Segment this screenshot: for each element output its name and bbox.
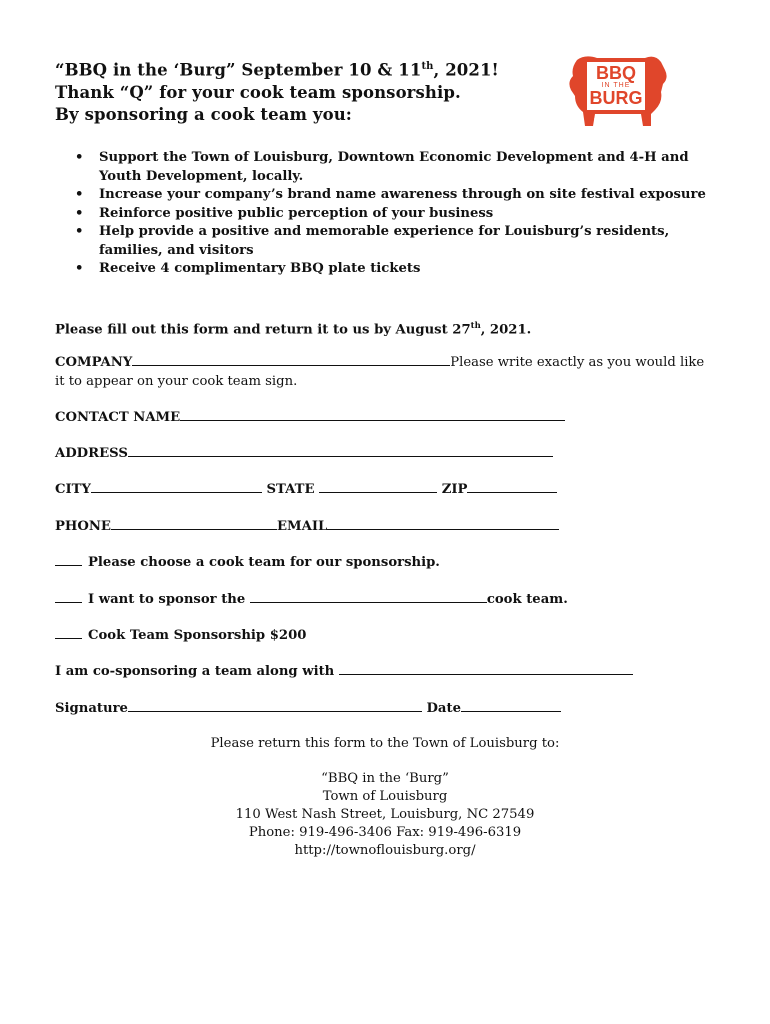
zip-label: ZIP bbox=[441, 482, 468, 497]
form-intro-sup: th bbox=[470, 321, 481, 331]
price-label: Cook Team Sponsorship $200 bbox=[88, 628, 307, 643]
address-row bbox=[55, 443, 553, 464]
city-state-zip-row bbox=[55, 479, 557, 500]
choose-option-row bbox=[55, 552, 440, 573]
sponsor-label-end: cook team. bbox=[486, 592, 568, 607]
list-item bbox=[75, 260, 715, 279]
zip-field[interactable] bbox=[467, 479, 557, 493]
address-phone-fax: Phone: 919-496-3406 Fax: 919-496-6319 bbox=[248, 825, 522, 840]
benefits-list bbox=[75, 149, 715, 279]
address-url: http://townoflouisburg.org/ bbox=[294, 843, 476, 858]
form-intro bbox=[55, 317, 531, 340]
contact-name-field[interactable] bbox=[180, 407, 565, 421]
bullet-icon: • bbox=[75, 187, 84, 202]
header-title-text: “BBQ in the ‘Burg” September 10 & 11 bbox=[55, 60, 422, 80]
header-title bbox=[55, 56, 555, 82]
signature-field[interactable] bbox=[128, 698, 422, 712]
header-thanks: Thank “Q” for your cook team sponsorship. bbox=[55, 82, 461, 102]
price-row bbox=[55, 625, 306, 646]
company-field[interactable] bbox=[132, 352, 450, 366]
choose-option-blank[interactable] bbox=[55, 552, 82, 566]
price-option-blank[interactable] bbox=[55, 625, 82, 639]
logo-place-text: LOUISBURG, NC bbox=[594, 118, 638, 124]
sponsor-row bbox=[55, 589, 568, 610]
list-item bbox=[75, 149, 715, 186]
email-label: EMAIL bbox=[276, 519, 328, 534]
return-instructions: Please return this form to the Town of Louisburg to: bbox=[210, 736, 560, 751]
state-field[interactable] bbox=[319, 479, 437, 493]
header-title-end: , 2021! bbox=[433, 60, 499, 80]
list-item-text: Support the Town of Louisburg, Downtown Economic Development and 4-H and Youth Development, locally. bbox=[99, 150, 689, 184]
choose-option-label: Please choose a cook team for our sponsorship. bbox=[88, 555, 440, 570]
list-item-text: Help provide a positive and memorable experience for Louisburg’s residents, families, and visitors bbox=[99, 224, 670, 258]
list-item bbox=[75, 223, 715, 260]
form-intro-text: Please fill out this form and return it to us by August 27 bbox=[55, 322, 471, 338]
company-row bbox=[55, 352, 705, 391]
date-label: Date bbox=[426, 701, 461, 716]
logo-top-text: BBQ bbox=[596, 63, 636, 83]
list-item-text: Increase your company’s brand name awareness through on site festival exposure bbox=[99, 187, 706, 202]
company-note: Please write exactly as you would like it to appear on your cook team sign. bbox=[55, 355, 705, 389]
bullet-icon: • bbox=[75, 150, 84, 165]
address-org: Town of Louisburg bbox=[322, 789, 448, 804]
address-field[interactable] bbox=[128, 443, 553, 457]
logo-middle-text: IN THE bbox=[601, 82, 631, 89]
sponsor-option-blank[interactable] bbox=[55, 589, 82, 603]
sponsor-team-field[interactable] bbox=[250, 589, 487, 603]
address-event: “BBQ in the ‘Burg” bbox=[321, 771, 449, 786]
date-field[interactable] bbox=[461, 698, 561, 712]
bullet-icon: • bbox=[75, 205, 84, 221]
header bbox=[55, 56, 555, 126]
contact-row bbox=[55, 407, 565, 428]
address-street: 110 West Nash Street, Louisburg, NC 27549 bbox=[235, 807, 535, 822]
list-item bbox=[75, 205, 715, 224]
signature-row bbox=[55, 698, 561, 719]
email-field[interactable] bbox=[327, 516, 559, 530]
bullet-icon: • bbox=[75, 224, 84, 239]
cosponsor-field[interactable] bbox=[339, 661, 633, 675]
state-label: STATE bbox=[266, 482, 315, 497]
city-field[interactable] bbox=[91, 479, 262, 493]
city-label: CITY bbox=[55, 482, 91, 497]
bullet-icon: • bbox=[75, 261, 84, 276]
address-label: ADDRESS bbox=[55, 446, 128, 461]
signature-label: Signature bbox=[55, 701, 128, 716]
mailing-address bbox=[0, 770, 770, 860]
contact-label: CONTACT NAME bbox=[55, 410, 181, 425]
list-item-text: Receive 4 complimentary BBQ plate tickets bbox=[99, 261, 421, 276]
bbq-burg-pig-logo bbox=[565, 52, 670, 132]
form-intro-end: , 2021. bbox=[480, 322, 532, 338]
company-label: COMPANY bbox=[55, 355, 133, 370]
header-title-sup: th bbox=[421, 61, 434, 72]
list-item bbox=[75, 186, 715, 205]
cosponsor-row bbox=[55, 661, 633, 682]
phone-email-row bbox=[55, 516, 559, 537]
sponsor-label: I want to sponsor the bbox=[88, 592, 246, 607]
cosponsor-label: I am co-sponsoring a team along with bbox=[55, 664, 335, 679]
list-item-text: Reinforce positive public perception of your business bbox=[99, 205, 494, 221]
logo-bottom-text: BURG bbox=[589, 88, 643, 108]
phone-field[interactable] bbox=[111, 516, 277, 530]
header-intro: By sponsoring a cook team you: bbox=[55, 104, 353, 124]
phone-label: PHONE bbox=[55, 519, 111, 534]
